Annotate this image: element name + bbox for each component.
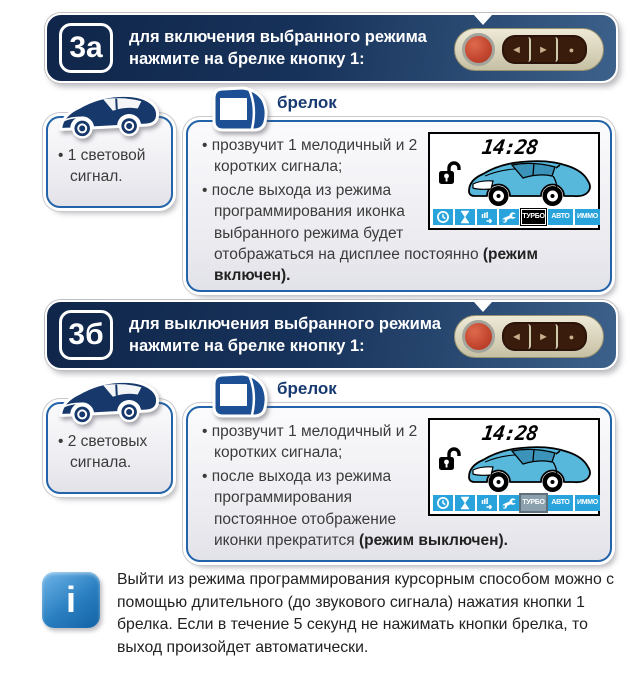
auto-badge: АВТО [548, 209, 573, 225]
remote-button-left-arrow-icon: ◄ [504, 37, 531, 62]
bullet-dot: • [58, 433, 68, 450]
instruction-box-3b [186, 406, 612, 562]
remote-button-1-red [462, 320, 495, 353]
keyfob-label: брелок [277, 379, 337, 398]
clock-icon [433, 495, 453, 511]
remote-button-group [502, 322, 587, 351]
lcd-time: 14:28 [480, 421, 540, 445]
instruction-box-3a [186, 120, 612, 292]
light-signal-note: • 1 световой сигнал. [58, 147, 146, 186]
hourglass-icon [455, 209, 475, 225]
remote-button-group [502, 35, 587, 64]
light-signal-note: • 2 световых сигнала. [58, 433, 148, 472]
unlocked-padlock-icon [437, 160, 463, 186]
remote-button-right-arrow-icon: ► [531, 324, 558, 349]
keyfob-label: брелок [277, 93, 337, 112]
section-3a-header [45, 13, 618, 83]
bullet-dot: • [202, 423, 212, 440]
step-badge-3a: 3а [59, 23, 113, 73]
lcd-display-3b [428, 418, 600, 516]
button-pointer-icon [474, 302, 492, 312]
wrench-icon [499, 495, 519, 511]
keyfob-icon [207, 85, 271, 134]
car-light-signal-icon [54, 86, 164, 142]
keyfob-icon [207, 371, 271, 420]
info-icon: i [42, 572, 100, 628]
remote-control-image [454, 25, 604, 71]
immo-badge: ИММО [575, 209, 600, 225]
lcd-display-3a [428, 132, 600, 230]
remote-control-image [454, 312, 604, 358]
wrench-icon [499, 209, 519, 225]
bullet-item: • прозвучит 1 мелодичный и 2 коротких сигнала; [202, 137, 418, 176]
timer-icon [477, 495, 497, 511]
remote-button-left-arrow-icon: ◄ [504, 324, 531, 349]
info-note-text: Выйти из режима программирования курсорным способом можно с помощью длительного (до звукового сигнала) нажатия кнопки 1 брелка. Если в течение 5 секунд не нажимать кнопки брелка, то выход произойдет автоматически. [117, 571, 615, 656]
bullet-item: • прозвучит 1 мелодичный и 2 коротких сигнала; [202, 423, 418, 462]
section-3b-header [45, 300, 618, 370]
remote-button-1-red [462, 33, 495, 66]
unlocked-padlock-icon [437, 446, 463, 472]
step-badge-3b: 3б [59, 310, 113, 360]
car-light-signal-icon [54, 372, 164, 428]
lcd-icon-row [433, 495, 598, 511]
immo-badge: ИММО [575, 495, 600, 511]
bullet-dot: • [202, 181, 212, 199]
lcd-time: 14:28 [480, 135, 540, 159]
lcd-icon-row [433, 209, 598, 225]
hourglass-icon [455, 495, 475, 511]
section-3a-title: для включения выбранного режима нажмите на брелке кнопку 1: [129, 27, 427, 68]
bullet-dot: • [202, 137, 212, 154]
lcd-car-image [465, 151, 595, 209]
bullet-dot: • [202, 467, 212, 485]
bullet-item: • после выхода из режима программирования иконка выбранного режима будет отображаться на дисплее постоянно (режим включен). [202, 181, 538, 285]
remote-button-right-arrow-icon: ► [531, 37, 558, 62]
timer-icon [477, 209, 497, 225]
bullet-item: • после выхода из режима программирования постоянное отображение иконки прекратится (режим выключен). [202, 467, 508, 549]
bullet-dot: • [58, 147, 68, 164]
turbo-badge-active: ТУРБО [521, 209, 546, 225]
turbo-badge-selected: ТУРБО [521, 495, 546, 511]
remote-button-dot-icon: ● [558, 324, 585, 349]
clock-icon [433, 209, 453, 225]
remote-body [454, 315, 604, 358]
auto-badge: АВТО [548, 495, 573, 511]
lcd-car-image [465, 437, 595, 495]
section-3b-title: для выключения выбранного режима нажмите на брелке кнопку 1: [129, 314, 441, 355]
remote-button-dot-icon: ● [558, 37, 585, 62]
button-pointer-icon [474, 15, 492, 25]
remote-body [454, 28, 604, 71]
